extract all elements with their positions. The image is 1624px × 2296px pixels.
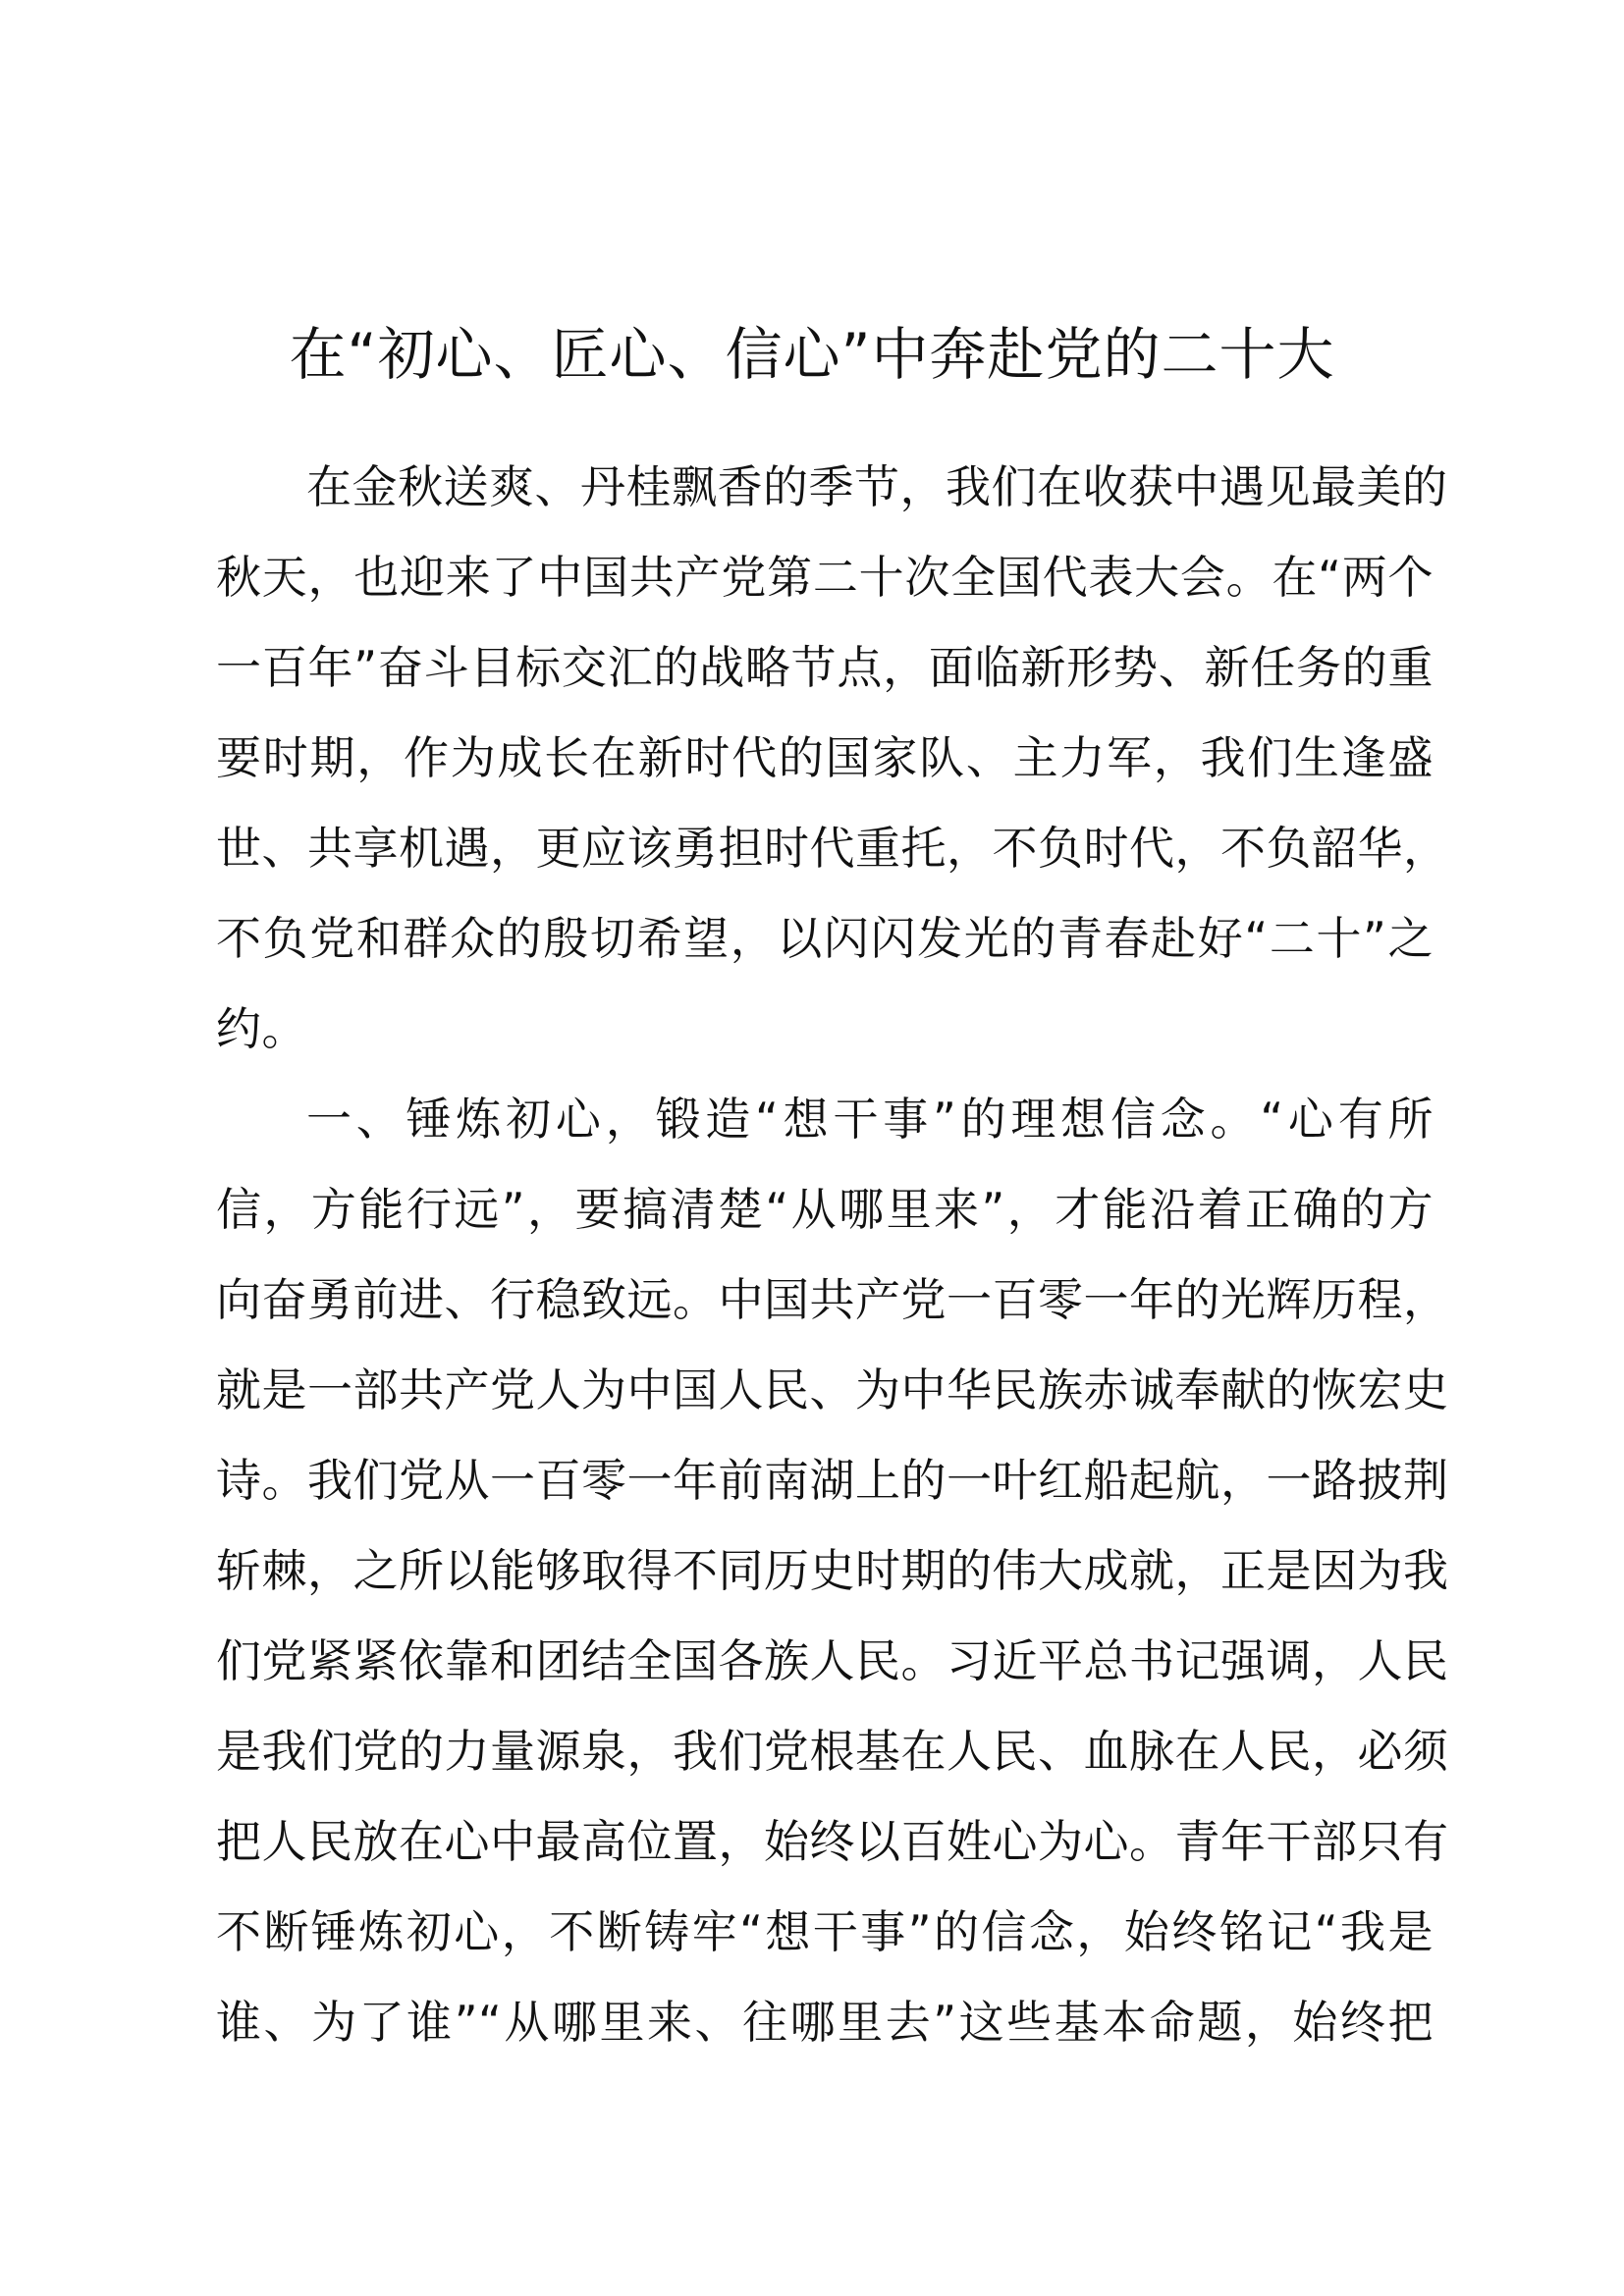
paragraph-1-line-1: 在金秋送爽、丹桂飘香的季节，我们在收获中遇见最美的	[306, 460, 1448, 513]
paragraph-2-line-1: 一、锤炼初心，锻造“想干事”的理想信念。“心有所	[306, 1093, 1434, 1146]
paragraph-2-line-11: 谁、为了谁”“从哪里来、往哪里去”这些基本命题，始终把	[216, 1996, 1434, 2049]
paragraph-2-line-9: 把人民放在心中最高位置，始终以百姓心为心。青年干部只有	[216, 1815, 1449, 1868]
paragraph-1-line-4: 要时期，作为成长在新时代的国家队、主力军，我们生逢盛	[216, 731, 1434, 784]
paragraph-1-line-3: 一百年”奋斗目标交汇的战略节点，面临新形势、新任务的重	[216, 641, 1434, 694]
paragraph-1-line-6: 不负党和群众的殷切希望，以闪闪发光的青春赴好“二十”之	[216, 912, 1434, 965]
paragraph-1-line-5: 世、共享机遇，更应该勇担时代重托，不负时代，不负韶华，	[216, 822, 1449, 875]
paragraph-2-line-5: 诗。我们党从一百零一年前南湖上的一叶红船起航，一路披荆	[216, 1454, 1449, 1507]
paragraph-2-line-3: 向奋勇前进、行稳致远。中国共产党一百零一年的光辉历程，	[216, 1273, 1449, 1326]
document-title: 在“初心、匠心、信心”中奔赴党的二十大	[289, 321, 1335, 388]
paragraph-2-line-7: 们党紧紧依靠和团结全国各族人民。习近平总书记强调，人民	[216, 1634, 1449, 1687]
paragraph-2-line-10: 不断锤炼初心，不断铸牢“想干事”的信念，始终铭记“我是	[216, 1905, 1434, 1958]
paragraph-1-line-7: 约。	[216, 1002, 307, 1055]
paragraph-2-line-4: 就是一部共产党人为中国人民、为中华民族赤诚奉献的恢宏史	[216, 1363, 1449, 1416]
paragraph-2-line-8: 是我们党的力量源泉，我们党根基在人民、血脉在人民，必须	[216, 1725, 1449, 1778]
paragraph-2-line-6: 斩棘，之所以能够取得不同历史时期的伟大成就，正是因为我	[216, 1544, 1449, 1597]
paragraph-1-line-2: 秋天，也迎来了中国共产党第二十次全国代表大会。在“两个	[216, 551, 1434, 604]
paragraph-2-line-2: 信，方能行远”，要搞清楚“从哪里来”，才能沿着正确的方	[216, 1183, 1434, 1236]
document-body	[216, 442, 1449, 2067]
